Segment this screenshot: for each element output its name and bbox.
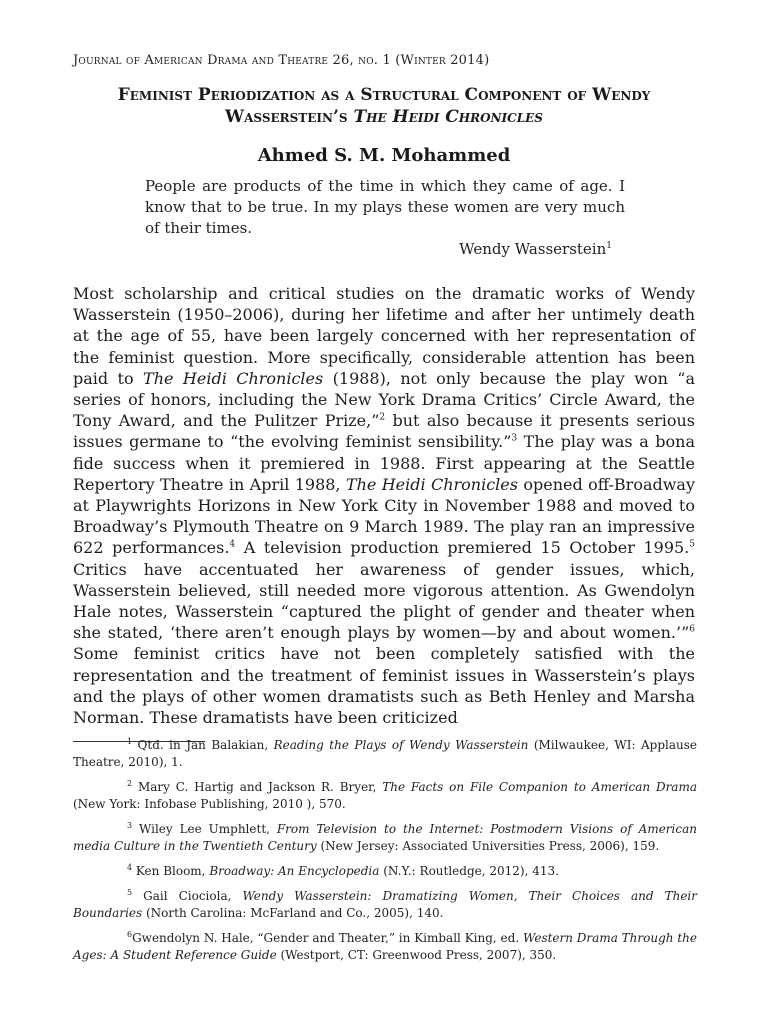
footnote-ref: 3 <box>511 434 518 445</box>
footnote-text: (N.Y.: Routledge, 2012), 413. <box>379 864 559 878</box>
body-sentence: The play was a bona fide success when it premiered in 1988. First appearing at the Seattle Repertory Theatre in April 1988, <box>73 432 696 494</box>
footnote-number: 1 <box>127 737 133 746</box>
footnote-3 <box>73 821 697 855</box>
footnote-number: 3 <box>127 821 133 830</box>
body-sentence: Critics have accentuated her awareness of gender issues, which, Wasserstein believed, still needed more vigorous attention. As Gwendolyn Hale notes, Wasserstein “captured the plight of gender and theater when she stated, ‘there aren’t enough plays by women—by and about women.’” <box>73 559 695 643</box>
body-sentence: (1988), not only because the play won “a series of honors, including the New York Drama Critics’ Circle Award, the Tony Award, and the Pulitzer Prize,” <box>73 368 696 431</box>
footnote-text: (Milwaukee, WI: Applause Theatre, 2010), 1. <box>73 738 697 769</box>
footnote-ref: 2 <box>379 412 386 423</box>
epigraph-author: Wendy Wasserstein <box>459 240 607 258</box>
footnote-text: (New York: Infobase Publishing, 2010 ), 570. <box>73 797 346 811</box>
footnote-work-title: The Facts on File Companion to American Drama <box>382 780 697 794</box>
epigraph-quote: People are products of the time in which they came of age. I know that to be true. In my plays these women are very much of their times. <box>145 177 625 237</box>
play-title: The Heidi Chronicles <box>143 368 324 388</box>
paragraph <box>73 283 695 728</box>
footnote-text: Wiley Lee Umphlett, <box>132 822 277 836</box>
body-sentence: but also because it presents serious issues germane to “the evolving feminist sensibility.” <box>73 411 695 452</box>
footnote-work-title: Reading the Plays of Wendy Wasserstein <box>273 738 529 752</box>
footnote-number: 4 <box>127 863 133 872</box>
body-sentence: Some feminist critics have not been completely satisfied with the representation and the treatment of feminist issues in Wasserstein’s plays and the plays of other women dramatists such as Beth Henley and Marsha Norman. These dramatists have been criticized <box>73 644 695 728</box>
footnote-4 <box>73 863 697 880</box>
footnote-ref: 4 <box>229 540 236 551</box>
footnote-text: Ken Bloom, <box>132 864 210 878</box>
footnote-ref: 1 <box>606 241 612 251</box>
footnote-number: 2 <box>127 779 133 788</box>
footnote-text: Gwendolyn N. Hale, “Gender and Theater,” in Kimball King, ed. <box>132 931 523 945</box>
footnote-6 <box>73 930 697 964</box>
footnote-text: (North Carolina: McFarland and Co., 2005), 140. <box>142 906 444 920</box>
epigraph-attribution <box>360 240 612 258</box>
footnote-ref: 6 <box>689 624 695 635</box>
footnote-ref: 5 <box>689 540 695 551</box>
footnote-2 <box>73 779 697 813</box>
footnote-5 <box>73 888 697 922</box>
footnote-work-title: From Television to the Internet: Postmodern Visions of American media Culture in the Twentieth Century <box>73 822 697 853</box>
footnote-number: 6 <box>127 930 133 939</box>
running-header: Journal of American Drama and Theatre 26, no. 1 (Winter 2014) <box>73 53 490 68</box>
footnote-text: Qtd. in Jan Balakian, <box>132 738 274 752</box>
title-text: Feminist Periodization as a Structural Component of Wendy Wasserstein’s <box>117 85 651 127</box>
footnotes <box>73 737 697 972</box>
title-play-name: The Heidi Chronicles <box>353 107 543 127</box>
body-sentence: opened off-Broadway at Playwrights Horizons in New York City in November 1988 and moved to Broadway’s Plymouth Theatre on 9 March 1989. The play ran an impressive 622 performances. <box>73 474 696 558</box>
footnote-1 <box>73 737 697 771</box>
body-sentence: Most scholarship and critical studies on the dramatic works of Wendy Wasserstein (1950–2006), during her lifetime and after her untimely death at the age of 55, have been largely concerned with her representation of the feminist question. More specifically, considerable attention has been paid to <box>73 284 695 388</box>
footnote-work-title: Broadway: An Encyclopedia <box>209 864 380 878</box>
footnote-text: (New Jersey: Associated Universities Press, 2006), 159. <box>316 839 660 853</box>
footnote-work-title: Western Drama Through the Ages: A Student Reference Guide <box>73 931 697 962</box>
play-title: The Heidi Chronicles <box>345 474 518 494</box>
author-name: Ahmed S. M. Mohammed <box>257 145 511 166</box>
body-text <box>73 283 695 728</box>
footnote-work-title: Wendy Wasserstein: Dramatizing Women, Their Choices and Their Boundaries <box>73 889 697 920</box>
article-title <box>60 84 708 128</box>
body-sentence: A television production premiered 15 October 1995. <box>235 538 690 558</box>
footnote-text: Gail Ciociola, <box>132 889 243 903</box>
footnote-text: (Westport, CT: Greenwood Press, 2007), 350. <box>276 948 557 962</box>
footnote-text: Mary C. Hartig and Jackson R. Bryer, <box>132 780 383 794</box>
footnote-number: 5 <box>127 888 133 897</box>
